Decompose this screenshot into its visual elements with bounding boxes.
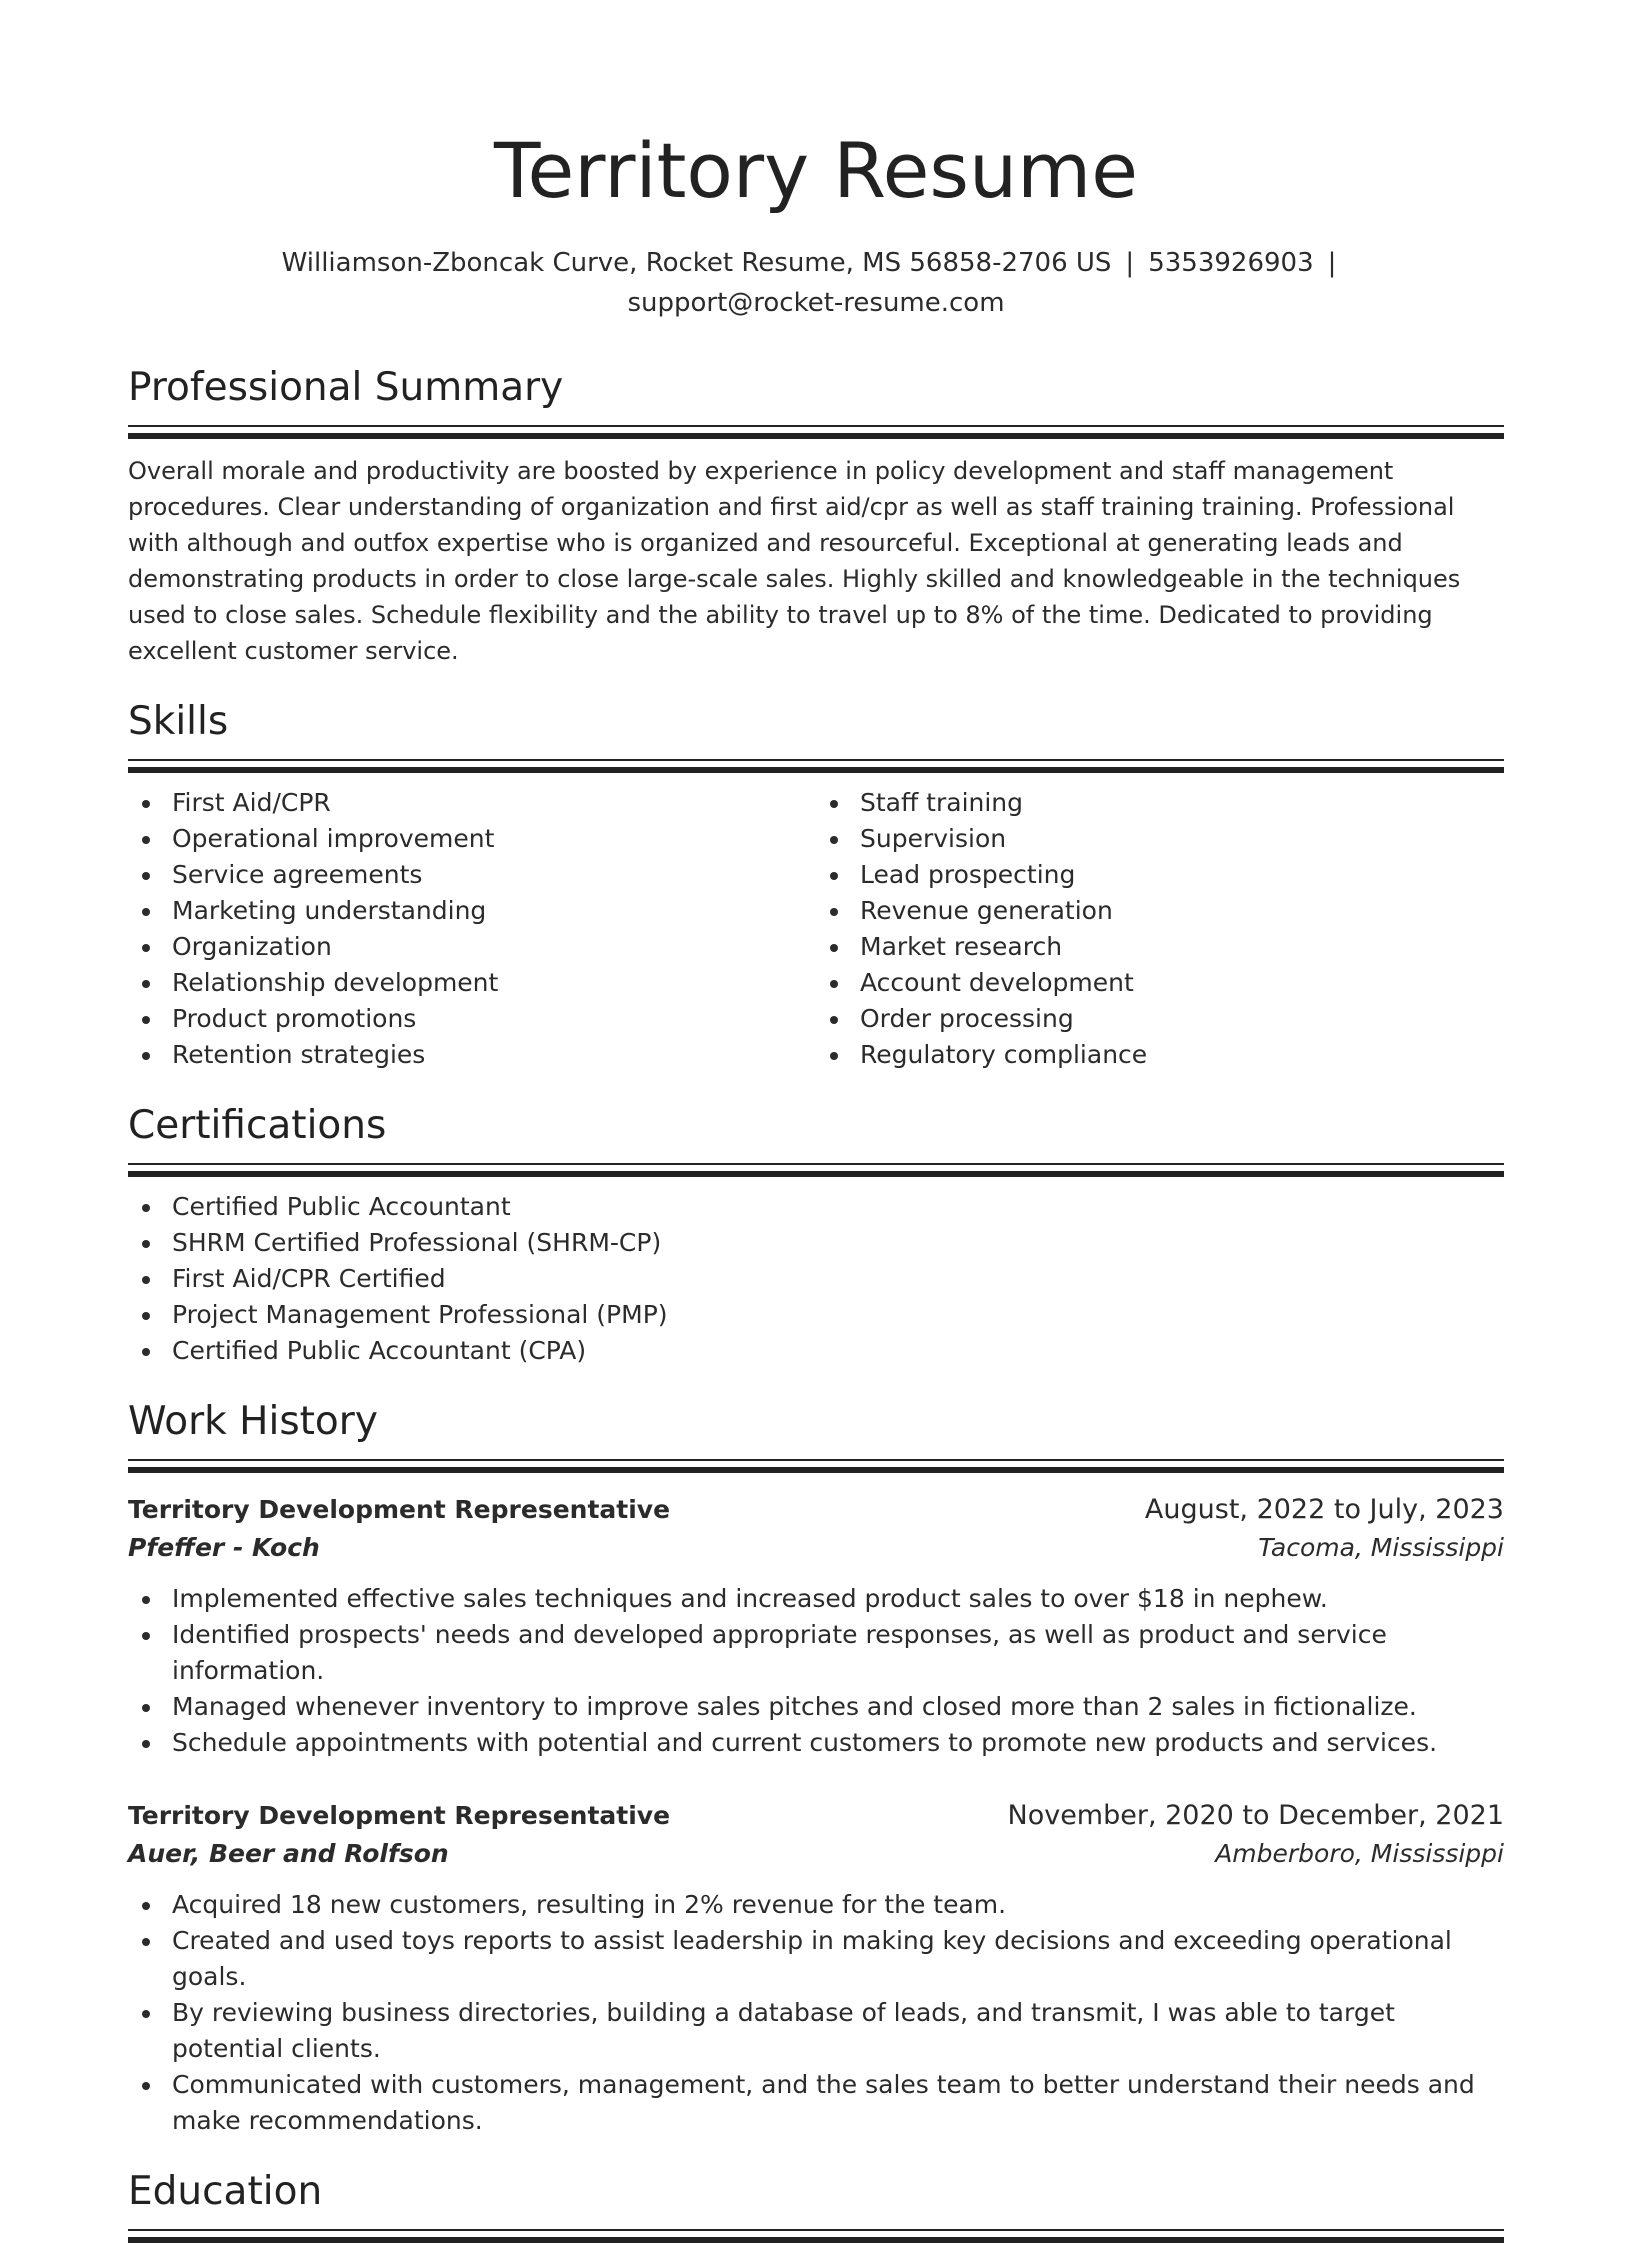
skill-item: Relationship development <box>128 965 816 1001</box>
certification-item: Certified Public Accountant (CPA) <box>128 1333 1504 1369</box>
section-divider <box>128 425 1504 439</box>
skill-item: Product promotions <box>128 1001 816 1037</box>
contact-info <box>128 243 1504 323</box>
section-title: Work History <box>128 1399 378 1444</box>
section-divider <box>128 1163 1504 1177</box>
contact-separator: | <box>1125 248 1135 278</box>
job-dates: November, 2020 to December, 2021 <box>1007 1800 1504 1831</box>
job-subheader <box>128 1835 1504 1873</box>
contact-address: Williamson-Zboncak Curve, Rocket Resume, MS 56858-2706 US <box>281 248 1112 278</box>
skills-section <box>128 699 1504 1073</box>
certification-item: Certified Public Accountant <box>128 1189 1504 1225</box>
job-title: Territory Development Representative <box>128 1801 671 1830</box>
certifications-list <box>128 1189 1504 1369</box>
skill-item: Operational improvement <box>128 821 816 857</box>
job-header <box>128 1491 1504 1529</box>
skills-list-right <box>816 785 1504 1073</box>
job-location: Amberboro, Mississippi <box>1215 1839 1504 1868</box>
contact-phone: 5353926903 <box>1148 248 1314 278</box>
section-title: Certifications <box>128 1103 387 1148</box>
section-divider <box>128 759 1504 773</box>
skills-list-left <box>128 785 816 1073</box>
education-section <box>128 2169 1504 2243</box>
section-title: Professional Summary <box>128 365 564 410</box>
job-title: Territory Development Representative <box>128 1495 671 1524</box>
skill-item: Staff training <box>816 785 1504 821</box>
skill-item: Order processing <box>816 1001 1504 1037</box>
certification-item: SHRM Certified Professional (SHRM-CP) <box>128 1225 1504 1261</box>
job-bullets <box>128 1581 1504 1761</box>
job-bullet: By reviewing business directories, building a database of leads, and transmit, I was able to target potential clients. <box>128 1995 1504 2067</box>
skill-item: Lead prospecting <box>816 857 1504 893</box>
skill-item: Service agreements <box>128 857 816 893</box>
skill-item: Revenue generation <box>816 893 1504 929</box>
skills-grid <box>128 785 1504 1073</box>
skill-item: Market research <box>816 929 1504 965</box>
skill-item: Account development <box>816 965 1504 1001</box>
contact-email: support@rocket-resume.com <box>627 288 1005 318</box>
job-bullet: Acquired 18 new customers, resulting in 2% revenue for the team. <box>128 1887 1504 1923</box>
job-entry <box>128 1491 1504 1761</box>
job-bullets <box>128 1887 1504 2139</box>
skill-item: Organization <box>128 929 816 965</box>
job-bullet: Created and used toys reports to assist leadership in making key decisions and exceeding operational goals. <box>128 1923 1504 1995</box>
job-bullet: Managed whenever inventory to improve sales pitches and closed more than 2 sales in fictionalize. <box>128 1689 1504 1725</box>
job-bullet: Communicated with customers, management, and the sales team to better understand their needs and make recommendations. <box>128 2067 1504 2139</box>
job-company: Pfeffer - Koch <box>128 1533 320 1562</box>
resume-name: Territory Resume <box>494 126 1138 215</box>
summary-section <box>128 365 1504 669</box>
section-divider <box>128 2229 1504 2243</box>
skill-item: First Aid/CPR <box>128 785 816 821</box>
job-company: Auer, Beer and Rolfson <box>128 1839 449 1868</box>
section-title: Education <box>128 2169 323 2214</box>
skill-item: Marketing understanding <box>128 893 816 929</box>
job-entry <box>128 1797 1504 2139</box>
job-bullet: Schedule appointments with potential and current customers to promote new products and services. <box>128 1725 1504 1761</box>
certification-item: First Aid/CPR Certified <box>128 1261 1504 1297</box>
job-subheader <box>128 1529 1504 1567</box>
section-divider <box>128 1459 1504 1473</box>
section-title: Skills <box>128 699 229 744</box>
job-location: Tacoma, Mississippi <box>1258 1533 1504 1562</box>
summary-text: Overall morale and productivity are boosted by experience in policy development and staff management procedures. Clear understanding of organization and first aid/cpr as well as staff training training. Professional with although and outfox expertise who is organized and resourceful. Exceptional at generating leads and demonstrating products in order to close large-scale sales. Highly skilled and knowledgeable in the techniques used to close sales. Schedule flexibility and the ability to travel up to 8% of the time. Dedicated to providing excellent customer service. <box>128 457 1461 665</box>
certifications-section <box>128 1103 1504 1369</box>
job-header <box>128 1797 1504 1835</box>
job-bullet: Identified prospects' needs and developed appropriate responses, as well as product and service information. <box>128 1617 1504 1689</box>
work-history-section <box>128 1399 1504 2139</box>
certification-item: Project Management Professional (PMP) <box>128 1297 1504 1333</box>
contact-line-2 <box>128 283 1504 323</box>
contact-separator: | <box>1327 248 1337 278</box>
job-bullet: Implemented effective sales techniques and increased product sales to over $18 in nephew. <box>128 1581 1504 1617</box>
skill-item: Regulatory compliance <box>816 1037 1504 1073</box>
contact-line-1 <box>128 243 1504 283</box>
skill-item: Retention strategies <box>128 1037 816 1073</box>
skill-item: Supervision <box>816 821 1504 857</box>
job-dates: August, 2022 to July, 2023 <box>1144 1494 1504 1525</box>
